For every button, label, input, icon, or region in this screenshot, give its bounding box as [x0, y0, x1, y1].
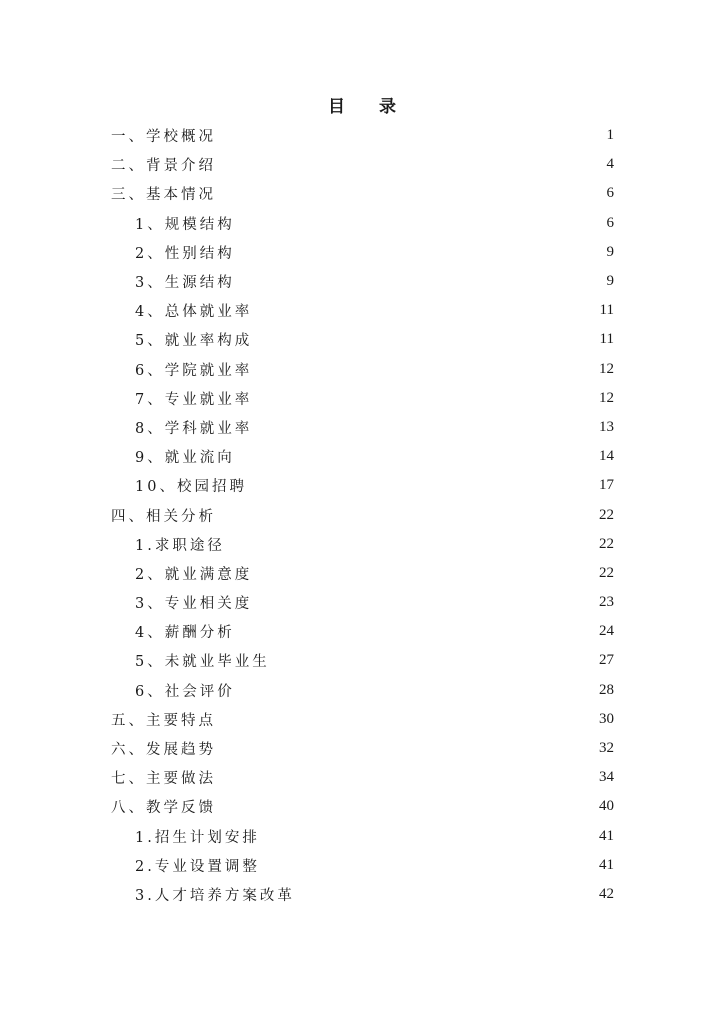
toc-entry-page-number: 22	[599, 564, 614, 581]
toc-entry[interactable]	[0, 588, 614, 617]
toc-entry[interactable]	[0, 530, 614, 559]
toc-entry-page-number: 17	[599, 477, 614, 494]
toc-dot-leader	[261, 829, 597, 843]
toc-entry-label: 2、性别结构	[135, 245, 235, 262]
toc-entry-label: 一、学校概况	[111, 129, 216, 146]
toc-entry-label: 6、社会评价	[135, 683, 235, 700]
toc-entry-page-number: 23	[599, 594, 614, 611]
toc-entry[interactable]	[0, 238, 614, 267]
toc-entry[interactable]	[0, 763, 614, 792]
toc-dot-leader	[217, 508, 597, 522]
toc-entry-label: 5、就业率构成	[135, 333, 253, 350]
toc-entry-label: 三、基本情况	[111, 187, 216, 204]
toc-dot-leader	[253, 333, 597, 347]
toc-entry-page-number: 13	[599, 418, 614, 435]
toc-entry[interactable]	[0, 734, 614, 763]
toc-entry[interactable]	[0, 179, 614, 208]
toc-entry-page-number: 40	[599, 798, 614, 815]
toc-entry-page-number: 22	[599, 535, 614, 552]
toc-entry-page-number: 1	[606, 127, 614, 144]
toc-dot-leader	[217, 187, 605, 201]
toc-entry-label: 1.招生计划安排	[135, 829, 260, 846]
toc-entry-page-number: 9	[606, 243, 614, 260]
toc-entry-page-number: 14	[599, 448, 614, 465]
toc-entry-label: 二、背景介绍	[111, 158, 216, 175]
toc-entry-label: 五、主要特点	[111, 712, 216, 729]
toc-dot-leader	[217, 800, 597, 814]
toc-entry-page-number: 42	[599, 885, 614, 902]
toc-entry-page-number: 6	[606, 185, 614, 202]
toc-entry[interactable]	[0, 413, 614, 442]
toc-entry-label: 4、薪酬分析	[135, 625, 235, 642]
toc-title: 目 录	[328, 97, 410, 117]
toc-entry-label: 3、生源结构	[135, 275, 235, 292]
toc-entry-label: 八、教学反馈	[111, 800, 216, 817]
toc-entry[interactable]	[0, 296, 614, 325]
toc-entry[interactable]	[0, 150, 614, 179]
toc-entry-label: 8、学科就业率	[135, 420, 253, 437]
toc-entry-page-number: 27	[599, 652, 614, 669]
toc-entry-label: 1.求职途径	[135, 537, 225, 554]
toc-entry-label: 七、主要做法	[111, 771, 216, 788]
toc-entry[interactable]	[0, 384, 614, 413]
toc-entry-label: 4、总体就业率	[135, 304, 253, 321]
toc-dot-leader	[253, 596, 597, 610]
toc-entry[interactable]	[0, 851, 614, 880]
toc-entry[interactable]	[0, 500, 614, 529]
toc-entry-label: 6、学院就业率	[135, 362, 253, 379]
toc-entry-page-number: 12	[599, 360, 614, 377]
toc-entry-page-number: 22	[599, 506, 614, 523]
toc-dot-leader	[253, 362, 597, 376]
toc-dot-leader	[296, 887, 597, 901]
toc-entry-label: 7、专业就业率	[135, 391, 253, 408]
toc-dot-leader	[253, 304, 597, 318]
toc-entry-page-number: 6	[606, 214, 614, 231]
toc-entry[interactable]	[0, 676, 614, 705]
table-of-contents	[0, 121, 724, 909]
toc-entry[interactable]	[0, 442, 614, 471]
toc-entry[interactable]	[0, 792, 614, 821]
toc-dot-leader	[253, 566, 597, 580]
toc-entry-label: 六、发展趋势	[111, 742, 216, 759]
toc-entry[interactable]	[0, 267, 614, 296]
toc-dot-leader	[253, 391, 597, 405]
toc-entry[interactable]	[0, 822, 614, 851]
toc-dot-leader	[236, 216, 605, 230]
toc-entry[interactable]	[0, 325, 614, 354]
toc-entry[interactable]	[0, 471, 614, 500]
toc-dot-leader	[253, 420, 597, 434]
toc-dot-leader	[217, 129, 605, 143]
toc-dot-leader	[248, 479, 597, 493]
toc-dot-leader	[271, 654, 597, 668]
toc-dot-leader	[217, 158, 605, 172]
toc-entry[interactable]	[0, 355, 614, 384]
toc-dot-leader	[226, 537, 597, 551]
toc-entry-page-number: 9	[606, 273, 614, 290]
toc-entry[interactable]	[0, 646, 614, 675]
toc-entry-page-number: 41	[599, 856, 614, 873]
toc-dot-leader	[236, 275, 605, 289]
toc-entry-page-number: 30	[599, 710, 614, 727]
toc-dot-leader	[236, 683, 597, 697]
toc-entry-label: 四、相关分析	[111, 508, 216, 525]
toc-entry[interactable]	[0, 880, 614, 909]
toc-entry[interactable]	[0, 121, 614, 150]
toc-dot-leader	[236, 245, 605, 259]
toc-entry[interactable]	[0, 209, 614, 238]
toc-entry-label: 3.人才培养方案改革	[135, 887, 295, 904]
toc-entry-page-number: 4	[606, 156, 614, 173]
toc-entry-page-number: 34	[599, 769, 614, 786]
toc-entry-page-number: 41	[599, 827, 614, 844]
toc-entry[interactable]	[0, 705, 614, 734]
toc-entry-page-number: 11	[599, 302, 614, 319]
toc-entry-page-number: 28	[599, 681, 614, 698]
toc-entry-label: 3、专业相关度	[135, 596, 253, 613]
toc-entry-label: 5、未就业毕业生	[135, 654, 270, 671]
toc-entry-label: 10、校园招聘	[135, 479, 247, 496]
toc-dot-leader	[217, 771, 597, 785]
toc-entry-label: 1、规模结构	[135, 216, 235, 233]
toc-entry-page-number: 24	[599, 623, 614, 640]
toc-entry-label: 9、就业流向	[135, 450, 235, 467]
toc-dot-leader	[236, 450, 597, 464]
toc-entry[interactable]	[0, 617, 614, 646]
toc-dot-leader	[217, 742, 597, 756]
toc-dot-leader	[261, 858, 597, 872]
toc-entry-label: 2.专业设置调整	[135, 858, 260, 875]
toc-entry-page-number: 32	[599, 740, 614, 757]
toc-entry[interactable]	[0, 559, 614, 588]
toc-entry-label: 2、就业满意度	[135, 566, 253, 583]
toc-dot-leader	[236, 625, 597, 639]
toc-dot-leader	[217, 712, 597, 726]
toc-entry-page-number: 12	[599, 389, 614, 406]
toc-entry-page-number: 11	[599, 331, 614, 348]
